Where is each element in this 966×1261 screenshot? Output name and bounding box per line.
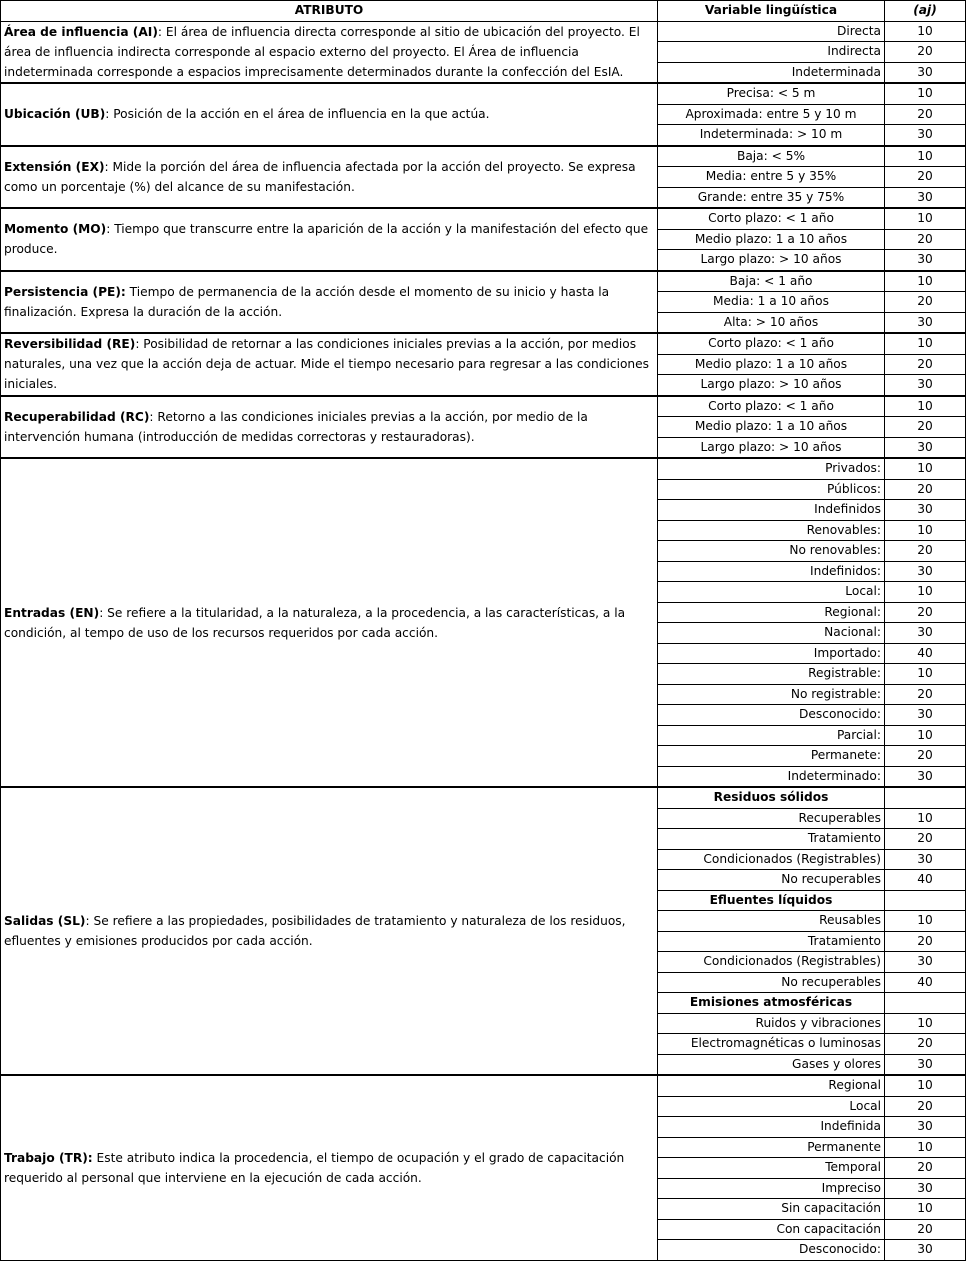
attribute-description: : Posición de la acción en el área de influencia en la que actúa.: [105, 107, 490, 122]
attribute-name: Área de influencia (AI): [4, 24, 158, 39]
value-cell: 20: [885, 292, 966, 313]
table-row: [1, 208, 966, 229]
subgroup-heading: Efluentes líquidos: [658, 890, 885, 911]
value-cell: 10: [885, 1199, 966, 1220]
variable-cell: Indeterminada: [658, 62, 885, 83]
value-cell: 10: [885, 333, 966, 354]
attribute-name: Entradas (EN): [4, 605, 100, 620]
attribute-description: : Se refiere a las propiedades, posibilidades de tratamiento y naturaleza de los residuos, efluentes y emisiones producidos por cada acción.: [4, 914, 626, 948]
value-cell: 10: [885, 396, 966, 417]
variable-cell: Alta: > 10 años: [658, 312, 885, 333]
table-row: [1, 787, 966, 808]
attribute-name: Ubicación (UB): [4, 107, 106, 122]
variable-cell: Corto plazo: < 1 año: [658, 208, 885, 229]
value-cell: 30: [885, 375, 966, 396]
value-cell: 30: [885, 623, 966, 644]
attribute-description: : Mide la porción del área de influencia afectada por la acción del proyecto. Se expresa como un porcentaje (%) del alcance de su manifestación.: [4, 159, 636, 194]
variable-cell: Públicos:: [658, 479, 885, 500]
value-cell: 10: [885, 208, 966, 229]
attribute-description: : Retorno a las condiciones iniciales previas a la acción, por medio de la intervención humana (introducción de medidas correctoras y restauradoras).: [4, 409, 588, 444]
variable-cell: Indirecta: [658, 42, 885, 63]
value-cell: 40: [885, 643, 966, 664]
variable-cell: Indefinida: [658, 1117, 885, 1138]
value-cell: 30: [885, 250, 966, 271]
attribute-name: Momento (MO): [4, 222, 107, 237]
value-cell: 30: [885, 1054, 966, 1075]
value-cell: 20: [885, 931, 966, 952]
value-cell: 40: [885, 972, 966, 993]
variable-cell: Desconocido:: [658, 705, 885, 726]
value-cell: 30: [885, 187, 966, 208]
variable-cell: Largo plazo: > 10 años: [658, 437, 885, 458]
header-value: (aj): [885, 1, 966, 22]
value-cell: 10: [885, 911, 966, 932]
variable-cell: Corto plazo: < 1 año: [658, 333, 885, 354]
value-cell: 10: [885, 725, 966, 746]
attribute-name: Reversibilidad (RE): [4, 337, 136, 352]
attribute-cell: [1, 458, 658, 787]
value-cell: 30: [885, 766, 966, 787]
value-cell: 20: [885, 1219, 966, 1240]
value-cell: 10: [885, 458, 966, 479]
value-cell: [885, 993, 966, 1014]
variable-cell: Condicionados (Registrables): [658, 952, 885, 973]
variable-cell: Sin capacitación: [658, 1199, 885, 1220]
table-row: [1, 333, 966, 354]
attribute-cell: [1, 83, 658, 146]
variable-cell: Indefinidos: [658, 500, 885, 521]
table-row: [1, 396, 966, 417]
variable-cell: Con capacitación: [658, 1219, 885, 1240]
value-cell: 20: [885, 104, 966, 125]
value-cell: 30: [885, 437, 966, 458]
attribute-description: : Posibilidad de retornar a las condiciones iniciales previas a la acción, por medios naturales, una vez que la acción deja de actuar. Mide el tiempo necesario para regresar a las condiciones iniciales.: [4, 337, 650, 392]
value-cell: 20: [885, 829, 966, 850]
attribute-cell: [1, 396, 658, 459]
variable-cell: Permanente: [658, 1137, 885, 1158]
variable-cell: Local:: [658, 582, 885, 603]
variable-cell: Baja: < 1 año: [658, 271, 885, 292]
attribute-cell: [1, 1075, 658, 1260]
value-cell: 30: [885, 705, 966, 726]
value-cell: 30: [885, 849, 966, 870]
value-cell: 10: [885, 520, 966, 541]
variable-cell: Importado:: [658, 643, 885, 664]
attribute-name: Recuperabilidad (RC): [4, 409, 150, 424]
variable-cell: Ruidos y vibraciones: [658, 1013, 885, 1034]
variable-cell: Temporal: [658, 1158, 885, 1179]
subgroup-heading: Emisiones atmosféricas: [658, 993, 885, 1014]
value-cell: 20: [885, 417, 966, 438]
value-cell: 30: [885, 952, 966, 973]
value-cell: 20: [885, 602, 966, 623]
table-row: [1, 21, 966, 42]
attribute-name: Trabajo (TR):: [4, 1150, 93, 1165]
value-cell: 30: [885, 1240, 966, 1261]
variable-cell: Medio plazo: 1 a 10 años: [658, 417, 885, 438]
variable-cell: No registrable:: [658, 684, 885, 705]
variable-cell: Largo plazo: > 10 años: [658, 375, 885, 396]
variable-cell: Aproximada: entre 5 y 10 m: [658, 104, 885, 125]
value-cell: 20: [885, 479, 966, 500]
variable-cell: No renovables:: [658, 541, 885, 562]
variable-cell: Desconocido:: [658, 1240, 885, 1261]
variable-cell: Renovables:: [658, 520, 885, 541]
table-row: [1, 146, 966, 167]
variable-cell: Tratamiento: [658, 931, 885, 952]
value-cell: 10: [885, 1137, 966, 1158]
table-body: [1, 21, 966, 1260]
attribute-description: Tiempo de permanencia de la acción desde el momento de su inicio y hasta la finalización. Expresa la duración de la acción.: [4, 284, 610, 319]
value-cell: 30: [885, 62, 966, 83]
variable-cell: Regional: [658, 1075, 885, 1096]
variable-cell: No recuperables: [658, 972, 885, 993]
value-cell: 30: [885, 561, 966, 582]
value-cell: 10: [885, 21, 966, 42]
variable-cell: Indefinidos:: [658, 561, 885, 582]
variable-cell: Medio plazo: 1 a 10 años: [658, 354, 885, 375]
variable-cell: Impreciso: [658, 1178, 885, 1199]
value-cell: 20: [885, 1158, 966, 1179]
value-cell: 10: [885, 146, 966, 167]
variable-cell: Tratamiento: [658, 829, 885, 850]
variable-cell: Regional:: [658, 602, 885, 623]
value-cell: 20: [885, 1034, 966, 1055]
variable-cell: Largo plazo: > 10 años: [658, 250, 885, 271]
value-cell: 20: [885, 229, 966, 250]
value-cell: 10: [885, 808, 966, 829]
attribute-name: Salidas (SL): [4, 914, 86, 928]
variable-cell: Medio plazo: 1 a 10 años: [658, 229, 885, 250]
attribute-description: Este atributo indica la procedencia, el tiempo de ocupación y el grado de capacitación requerido al personal que interviene en la ejecución de cada acción.: [4, 1150, 625, 1185]
value-cell: 40: [885, 870, 966, 891]
variable-cell: Parcial:: [658, 725, 885, 746]
value-cell: 10: [885, 1013, 966, 1034]
attribute-name: Persistencia (PE):: [4, 284, 126, 299]
attribute-description: : Se refiere a la titularidad, a la naturaleza, a la procedencia, a las características, a la condición, al tempo de uso de los recursos requeridos por cada acción.: [4, 605, 626, 640]
value-cell: 30: [885, 125, 966, 146]
value-cell: 20: [885, 746, 966, 767]
attribute-cell: [1, 146, 658, 209]
variable-cell: Electromagnéticas o luminosas: [658, 1034, 885, 1055]
variable-cell: Corto plazo: < 1 año: [658, 396, 885, 417]
attribute-cell: [1, 333, 658, 396]
value-cell: 10: [885, 582, 966, 603]
variable-cell: Directa: [658, 21, 885, 42]
value-cell: 30: [885, 1117, 966, 1138]
attribute-cell: [1, 787, 658, 1075]
variable-cell: Media: 1 a 10 años: [658, 292, 885, 313]
value-cell: 10: [885, 271, 966, 292]
variable-cell: Baja: < 5%: [658, 146, 885, 167]
variable-cell: Indeterminada: > 10 m: [658, 125, 885, 146]
variable-cell: Grande: entre 35 y 75%: [658, 187, 885, 208]
value-cell: 20: [885, 1096, 966, 1117]
variable-cell: Nacional:: [658, 623, 885, 644]
variable-cell: Permanete:: [658, 746, 885, 767]
value-cell: 30: [885, 1178, 966, 1199]
header-variable: Variable lingüística: [658, 1, 885, 22]
variable-cell: Privados:: [658, 458, 885, 479]
value-cell: 30: [885, 500, 966, 521]
table-row: [1, 458, 966, 479]
attribute-cell: [1, 271, 658, 334]
value-cell: 20: [885, 684, 966, 705]
value-cell: 30: [885, 312, 966, 333]
variable-cell: Gases y olores: [658, 1054, 885, 1075]
header-attribute: ATRIBUTO: [1, 1, 658, 22]
variable-cell: Registrable:: [658, 664, 885, 685]
variable-cell: Precisa: < 5 m: [658, 83, 885, 104]
value-cell: [885, 787, 966, 808]
value-cell: 20: [885, 541, 966, 562]
table-row: [1, 83, 966, 104]
variable-cell: Reusables: [658, 911, 885, 932]
variable-cell: Local: [658, 1096, 885, 1117]
variable-cell: Condicionados (Registrables): [658, 849, 885, 870]
value-cell: 10: [885, 83, 966, 104]
variable-cell: Indeterminado:: [658, 766, 885, 787]
value-cell: 10: [885, 1075, 966, 1096]
attribute-name: Extensión (EX): [4, 159, 105, 174]
variable-cell: Media: entre 5 y 35%: [658, 167, 885, 188]
subgroup-heading: Residuos sólidos: [658, 787, 885, 808]
attribute-description: : El área de influencia directa corresponde al sitio de ubicación del proyecto. El área de influencia indirecta corresponde al espacio externo del proyecto. El Área de influencia indeterminada corresponde a espacios imprecisamente determinados durante la confección del EsIA.: [4, 24, 640, 79]
value-cell: 20: [885, 354, 966, 375]
table-row: [1, 271, 966, 292]
attribute-cell: [1, 208, 658, 271]
value-cell: [885, 890, 966, 911]
variable-cell: No recuperables: [658, 870, 885, 891]
table-row: [1, 1075, 966, 1096]
attribute-description: : Tiempo que transcurre entre la aparición de la acción y la manifestación del efecto que produce.: [4, 222, 649, 257]
variable-cell: Recuperables: [658, 808, 885, 829]
attribute-cell: [1, 21, 658, 83]
value-cell: 20: [885, 42, 966, 63]
value-cell: 20: [885, 167, 966, 188]
header-row: [1, 1, 966, 22]
value-cell: 10: [885, 664, 966, 685]
